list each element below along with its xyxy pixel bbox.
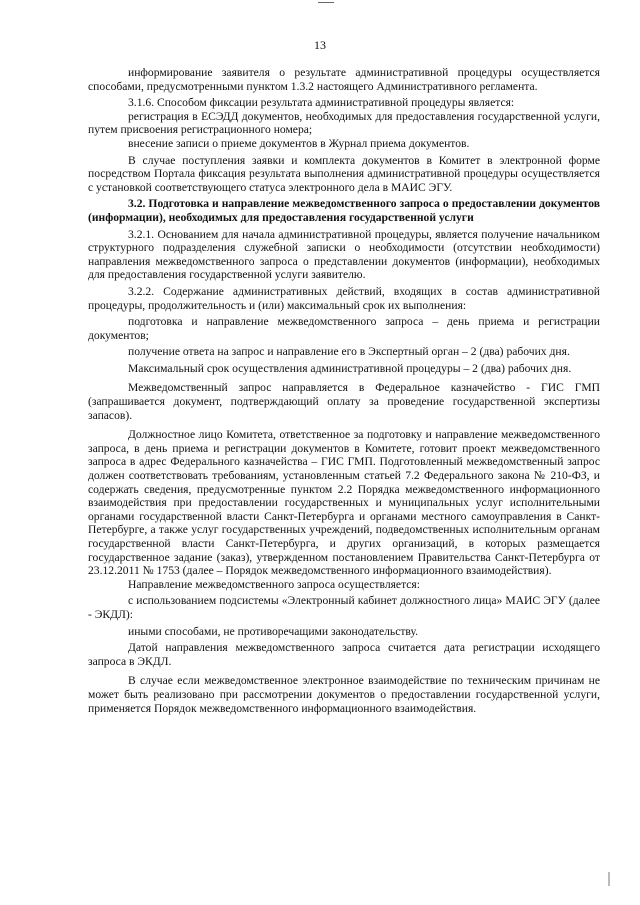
paragraph-portal-fixation: В случае поступления заявки и комплекта документов в Комитет в электронной форме посредством Портала фиксация результата выполнения административной процедуры осуществляется с установкой соответствующего статуса электронного дела в МАИС ЭГУ. [88, 153, 600, 194]
scan-edge-mark [608, 872, 610, 886]
paragraph-sending-date: Датой направления межведомственного запроса считается дата регистрации исходящего запроса в ЭКДЛ. [88, 641, 600, 668]
paragraph-inform-result: информирование заявителя о результате административной процедуры осуществляется способами, предусмотренными пунктом 1.3.2 настоящего Административного регламента. [88, 66, 600, 93]
section-heading-3-2: 3.2. Подготовка и направление межведомственного запроса о предоставлении документов (информации), необходимых для предоставления государственной услуги [88, 197, 600, 224]
document-body [88, 66, 600, 715]
paragraph-3-2-2: 3.2.2. Содержание административных действий, входящих в состав административной процедуры, продолжительность и (или) максимальный срок их выполнения: [88, 284, 600, 312]
paragraph-journal-entry: внесение записи о приеме документов в Журнал приема документов. [128, 136, 470, 150]
paragraph-official-duties: Должностное лицо Комитета, ответственное за подготовку и направление межведомственного запроса, в день приема и регистрации документов в Комитете, готовит проект межведомственного запроса в адрес Федерального казначейства – ГИС ГМП. Подготовленный межведомственный запрос должен соответствовать требованиям, установленным статьей 7.2 Федерального закона № 210-ФЗ, и содержать сведения, предусмотренные пунктом 2.2 Порядка межведомственного информационного взаимодействия при предоставлении государственных и муниципальных услуг исполнительными органами государственной власти Санкт-Петербурга и органами местного самоуправления в Санкт-Петербурге, а также услуг государственных учреждений, подведомственных исполнительным органам государственной власти Санкт-Петербурга, и других организаций, в которых размещается государственное задание (заказ), утвержденном постановлением Правительства Санкт-Петербурга от 23.12.2011 № 1753 (далее – Порядок межведомственного информационного взаимодействия). [88, 428, 600, 578]
paragraph-max-term: Максимальный срок осуществления административной процедуры – 2 (два) рабочих дня. [128, 361, 572, 375]
paragraph-request-sending: Направление межведомственного запроса осуществляется: [128, 577, 420, 591]
paragraph-3-1-6: 3.1.6. Способом фиксации результата административной процедуры является: [128, 96, 515, 110]
paragraph-ekdl: с использованием подсистемы «Электронный кабинет должностного лица» МАИС ЭГУ (далее - ЭКДЛ): [88, 594, 600, 621]
page-number: 13 [314, 38, 326, 52]
paragraph-technical-reasons: В случае если межведомственное электронное взаимодействие по техническим причинам не может быть реализовано при рассмотрении документов о предоставлении государственной услуги, применяется Порядок межведомственного информационного взаимодействия. [88, 674, 600, 715]
top-scan-mark [318, 2, 334, 3]
paragraph-3-2-1: 3.2.1. Основанием для начала административной процедуры, является получение начальником структурного подразделения служебной записки о необходимости (отсутствии необходимости) направления межведомственного запроса о представлении документов (информации), необходимых для предоставления государственной услуги заявителю. [88, 227, 600, 282]
paragraph-prepare-request: подготовка и направление межведомственного запроса – день приема и регистрации документов; [88, 315, 600, 342]
paragraph-treasury-request: Межведомственный запрос направляется в Федеральное казначейство - ГИС ГМП (запрашивается документ, подтверждающий оплату за проведение государственной экспертизы запасов). [88, 381, 600, 422]
paragraph-receive-response: получение ответа на запрос и направление его в Экспертный орган – 2 (два) рабочих дня. [128, 345, 570, 359]
paragraph-registration-esedd: регистрация в ЕСЭДД документов, необходимых для предоставления государственной услуги, путем присвоения регистрационного номера; [88, 109, 600, 137]
paragraph-other-ways: иными способами, не противоречащими законодательству. [128, 624, 419, 638]
